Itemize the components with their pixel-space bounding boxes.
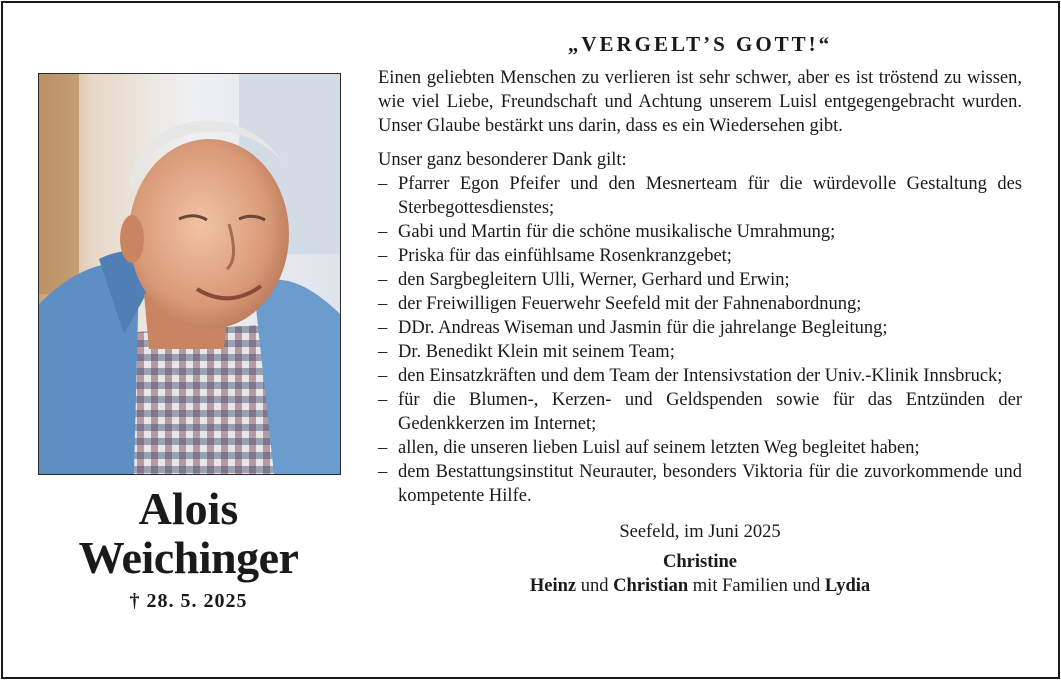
list-item: – dem Bestattungsinstitut Neurauter, besonders Viktoria für die zuvorkommende und kompetente Hilfe. <box>378 460 1022 508</box>
deceased-first-name: Alois <box>138 483 239 534</box>
list-item: – der Freiwilligen Feuerwehr Seefeld mit der Fahnenabordnung; <box>378 292 1022 316</box>
heading: „VERGELT’S GOTT!“ <box>567 32 833 56</box>
death-date: † 28. 5. 2025 <box>129 590 248 612</box>
text-column <box>378 30 1022 598</box>
signature-connector: mit Familien und <box>692 576 821 596</box>
signature-name-heinz: Heinz <box>529 576 577 596</box>
thanks-list <box>378 172 1022 508</box>
list-item: – Gabi und Martin für die schöne musikalische Umrahmung; <box>378 220 1022 244</box>
signature-name-lydia: Lydia <box>824 576 871 596</box>
list-item: – allen, die unseren lieben Luisl auf seinem letzten Weg begleitet haben; <box>378 436 1022 460</box>
signature-line-1: Christine <box>663 552 737 572</box>
list-item: – Pfarrer Egon Pfeifer und den Mesnerteam für die würdevolle Gestaltung des Sterbegottesdienstes; <box>378 172 1022 220</box>
list-item: – Dr. Benedikt Klein mit seinem Team; <box>378 340 1022 364</box>
list-item: – den Einsatzkräften und dem Team der Intensivstation der Univ.-Klinik Innsbruck; <box>378 364 1022 388</box>
deceased-last-name: Weichinger <box>78 532 299 583</box>
thanks-intro: Unser ganz besonderer Dank gilt: <box>378 150 627 170</box>
list-item: – Priska für das einfühlsame Rosenkranzgebet; <box>378 244 1022 268</box>
place-date: Seefeld, im Juni 2025 <box>619 522 781 542</box>
signature-connector: und <box>580 576 609 596</box>
list-item: – DDr. Andreas Wiseman und Jasmin für die jahrelange Begleitung; <box>378 316 1022 340</box>
list-item: – den Sargbegleitern Ulli, Werner, Gerhard und Erwin; <box>378 268 1022 292</box>
list-item: – für die Blumen-, Kerzen- und Geldspenden sowie für das Entzünden der Gedenkkerzen im Internet; <box>378 388 1022 436</box>
intro-paragraph: Einen geliebten Menschen zu verlieren ist sehr schwer, aber es ist tröstend zu wissen, wie viel Liebe, Freundschaft und Achtung unserem Luisl entgegengebracht wurden. Unser Glaube bestärkt uns darin, dass es ein Wiedersehen gibt. <box>378 68 1022 136</box>
portrait-photo <box>38 73 341 475</box>
signature-line-2 <box>378 574 1022 598</box>
signature-name-christian: Christian <box>613 576 689 596</box>
